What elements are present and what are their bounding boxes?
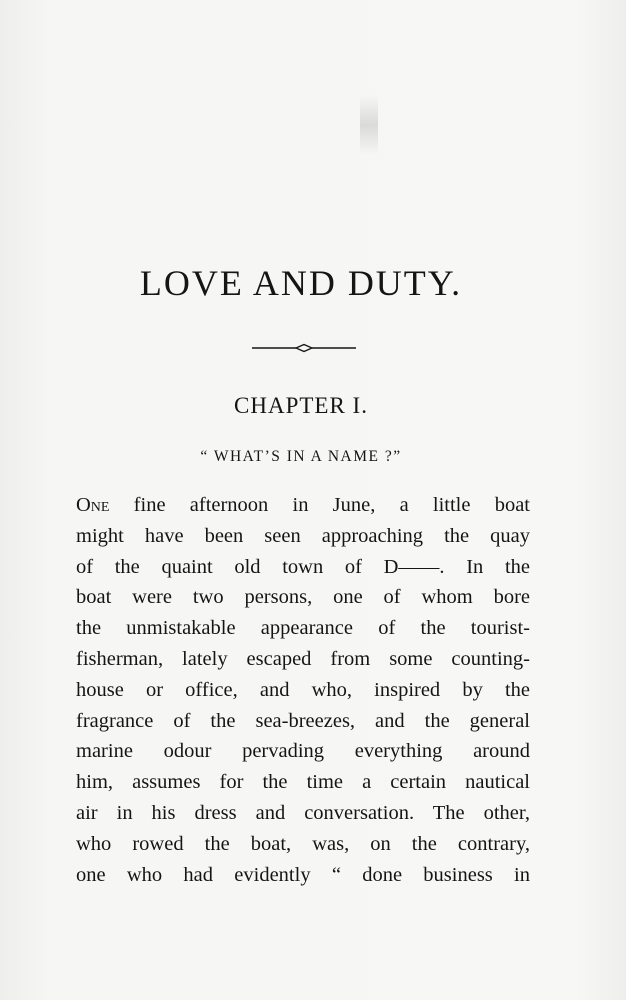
book-title: LOVE AND DUTY. — [139, 263, 463, 303]
text-line: who rowed the boat, was, on the contrary, — [76, 832, 530, 855]
text-line: One fine afternoon in June, a little boat — [76, 494, 530, 516]
text-line: fisherman, lately escaped from some counting- — [76, 647, 530, 670]
chapter-subtitle: “ WHAT’S IN A NAME ?” — [200, 448, 402, 465]
text-line: might have been seen approaching the quay — [76, 524, 530, 547]
text-line: fragrance of the sea-breezes, and the general — [76, 709, 530, 732]
text-line: the unmistakable appearance of the tourist- — [76, 617, 530, 640]
small-caps-opening-word: One — [76, 494, 110, 516]
text-line: house or office, and who, inspired by the — [76, 678, 530, 701]
chapter-heading: CHAPTER I. — [234, 393, 368, 418]
text-line: of the quaint old town of D——. In the — [76, 555, 530, 578]
title-ornament-divider — [252, 341, 356, 355]
text-line: one who had evidently “ done business in — [76, 863, 530, 886]
body-paragraph — [76, 490, 530, 890]
show-through-mark — [360, 95, 378, 155]
text-line: boat were two persons, one of whom bore — [76, 586, 530, 609]
text-line: air in his dress and conversation. The other, — [76, 801, 530, 824]
text-line: him, assumes for the time a certain nautical — [76, 771, 530, 794]
text-line: marine odour pervading everything around — [76, 740, 530, 763]
